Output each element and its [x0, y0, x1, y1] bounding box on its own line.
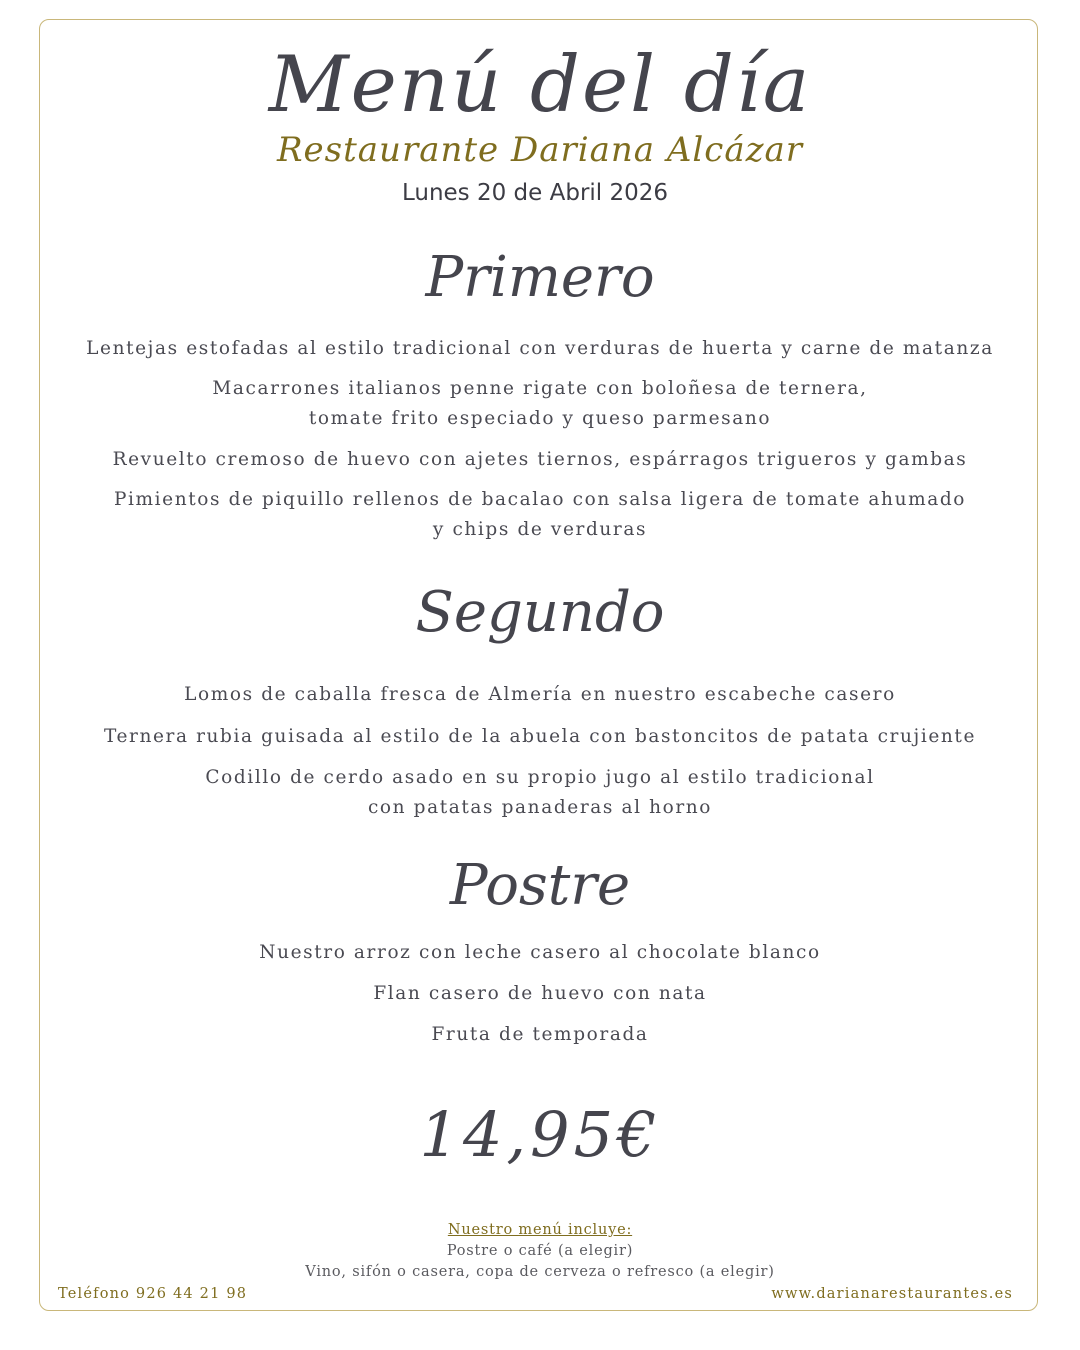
dish-line: Pimientos de piquillo rellenos de bacalao con salsa ligera de tomate ahumado	[113, 489, 967, 510]
menu-title: Menú del día	[268, 40, 812, 130]
dish-line: Nuestro arroz con leche casero al chocolate blanco	[259, 942, 821, 963]
section-title-postre: Postre	[449, 853, 631, 918]
dish-item	[40, 979, 1040, 1009]
dish-item	[40, 722, 1040, 752]
dish-list-segundo	[40, 680, 1040, 823]
dish-line: con patatas panaderas al horno	[367, 797, 713, 818]
dish-line: Codillo de cerdo asado en su propio jugo al estilo tradicional	[205, 767, 875, 788]
dish-line: Lentejas estofadas al estilo tradicional con verduras de huerta y carne de matanza	[86, 338, 994, 359]
includes-item: Vino, sifón o casera, copa de cerveza o refresco (a elegir)	[305, 1264, 775, 1280]
dish-item	[40, 938, 1040, 968]
dish-item	[40, 680, 1040, 710]
dish-list-postre	[40, 938, 1040, 1050]
dish-line: Flan casero de huevo con nata	[373, 983, 707, 1004]
dish-item	[40, 374, 1040, 434]
dish-item	[40, 445, 1040, 475]
section-title-primero: Primero	[425, 245, 655, 310]
restaurant-name: Restaurante Dariana Alcázar	[276, 130, 804, 170]
dish-item	[40, 485, 1040, 545]
menu-date: Lunes 20 de Abril 2026	[401, 180, 669, 206]
dish-line: tomate frito especiado y queso parmesano	[308, 408, 772, 429]
menu-includes	[0, 1220, 1080, 1283]
dish-item	[40, 763, 1040, 823]
dish-line: Revuelto cremoso de huevo con ajetes tiernos, espárragos trigueros y gambas	[112, 449, 968, 470]
includes-title: Nuestro menú incluye:	[447, 1222, 633, 1238]
dish-item	[40, 334, 1040, 364]
dish-line: Ternera rubia guisada al estilo de la abuela con bastoncitos de patata crujiente	[103, 726, 977, 747]
includes-item: Postre o café (a elegir)	[446, 1243, 634, 1259]
menu-price: 14,95€	[419, 1098, 661, 1171]
section-title-segundo: Segundo	[415, 580, 665, 645]
footer-phone: Teléfono 926 44 21 98	[58, 1286, 248, 1302]
dish-list-primero	[40, 334, 1040, 545]
dish-item	[40, 1020, 1040, 1050]
dish-line: Fruta de temporada	[431, 1024, 649, 1045]
dish-line: Macarrones italianos penne rigate con boloñesa de ternera,	[212, 378, 868, 399]
footer-website[interactable]: www.darianarestaurantes.es	[771, 1286, 1013, 1302]
dish-line: y chips de verduras	[432, 519, 648, 540]
dish-line: Lomos de caballa fresca de Almería en nuestro escabeche casero	[184, 684, 896, 705]
